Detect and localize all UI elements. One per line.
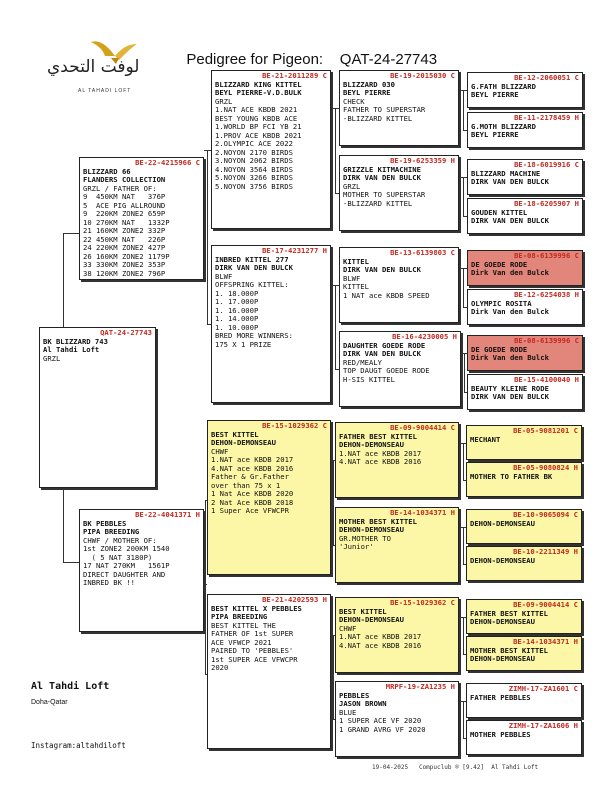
loft-logo bbox=[45, 38, 140, 78]
pigeon-notes bbox=[339, 633, 455, 650]
pigeon-card-sire-dam bbox=[211, 245, 331, 403]
pigeon-card-sss bbox=[339, 70, 459, 146]
owner-name: PIPA BREEDING bbox=[83, 527, 140, 536]
note-line: TOP DAUGT GOEDE RODE bbox=[343, 366, 430, 375]
note-line: 22 450KM NAT 226P bbox=[83, 234, 166, 244]
pigeon-card-g11 bbox=[466, 509, 582, 544]
note-line: 4.NAT ace KBDB 2016 bbox=[211, 463, 294, 473]
pigeon-card-dsd bbox=[335, 507, 459, 583]
ring-number: BE-22-4041371 H bbox=[135, 510, 200, 519]
note-line: 1. 16.000P bbox=[215, 305, 259, 315]
pigeon-notes bbox=[339, 535, 455, 552]
ring-number: ZIMH-17-ZA1606 H bbox=[508, 721, 578, 730]
pigeon-card-dds bbox=[335, 597, 459, 673]
connector-line bbox=[207, 150, 208, 324]
note-line: 2 Nat Ace KBDB 2018 bbox=[211, 497, 294, 507]
note-line: FATHER OF 1st SUPER bbox=[211, 629, 294, 638]
note-line: 1st SUPER ACE VFWCPR bbox=[211, 654, 298, 664]
note-line: 21 160KM ZONE2 332P bbox=[83, 226, 166, 235]
pigeon-name: BK BLIZZARD 743 bbox=[43, 336, 108, 346]
pigeon-name: FATHER BEST KITTEL bbox=[470, 608, 548, 618]
note-line: BEST KITTEL THE bbox=[211, 620, 276, 630]
pigeon-card-g7 bbox=[467, 335, 583, 371]
connector-line bbox=[205, 500, 206, 674]
note-line: 1 SUPER ACE VF 2020 bbox=[339, 716, 422, 725]
ring-number: BE-21-4202593 H bbox=[262, 595, 327, 604]
note-line: PAIRED TO 'PEBBLES' bbox=[211, 646, 294, 655]
pigeon-notes bbox=[343, 106, 455, 123]
ring-number: BE-22-4215966 C bbox=[135, 158, 200, 167]
pigeon-name: BLIZZARD KING KITTEL bbox=[215, 79, 302, 89]
connector-line bbox=[333, 635, 334, 719]
note-line: 2020 bbox=[211, 663, 229, 672]
page-title-label: Pedigree for Pigeon: bbox=[186, 51, 324, 68]
ring-number: BE-12-2060051 C bbox=[514, 73, 579, 82]
note-line: ( 5 NAT 3180P) bbox=[83, 552, 153, 562]
pigeon-notes bbox=[343, 367, 457, 384]
pigeon-card-g6 bbox=[467, 289, 583, 325]
note-line: 1. 10.000P bbox=[215, 322, 259, 332]
pigeon-card-g15 bbox=[466, 683, 582, 718]
note-line: 1.NAT ace KBDB 2017 bbox=[339, 448, 422, 458]
page-title bbox=[178, 34, 437, 68]
note-line: -BLIZZARD KITTEL bbox=[343, 113, 413, 123]
ring-number: BE-11-2178459 H bbox=[514, 113, 579, 122]
pigeon-notes bbox=[343, 191, 455, 208]
owner-name: DEHON-DEMONSEAU bbox=[339, 615, 404, 624]
pigeon-name: BLIZZARD 030 bbox=[343, 79, 395, 89]
owner-name: FLANDERS COLLECTION bbox=[83, 175, 166, 184]
note-line: DIRECT DAUGHTER AND bbox=[83, 569, 166, 579]
footer-location: Doha-Qatar bbox=[31, 699, 68, 706]
owner-name: DIRK VAN DEN BULCK bbox=[343, 173, 421, 182]
note-line: 2.OLYMPIC ACE 2022 bbox=[215, 139, 293, 148]
pigeon-name: INBRED KITTEL 277 bbox=[215, 254, 289, 264]
note-line: 1.PROV ACE KBDB 2021 bbox=[215, 130, 302, 140]
pigeon-card-g1 bbox=[467, 72, 583, 108]
pigeon-card-g12 bbox=[466, 546, 582, 581]
owner-name: BEYL PIERRE-V.D.BULK bbox=[215, 88, 302, 97]
pigeon-name: DAUGHTER GOEDE RODE bbox=[343, 340, 426, 350]
pigeon-notes bbox=[211, 622, 327, 673]
pigeon-name: BLIZZARD MACHINE bbox=[471, 168, 541, 178]
logo-arabic-text: لوفت التحدي bbox=[47, 57, 140, 77]
note-line: 1 Super Ace VFWCPR bbox=[211, 506, 289, 515]
note-line: 1 NAT ace KBDB SPEED bbox=[343, 290, 430, 300]
pigeon-card-g4 bbox=[467, 198, 583, 234]
pigeon-name: KITTEL bbox=[343, 256, 369, 266]
ring-number: QAT-24-27743 bbox=[100, 328, 152, 337]
note-line: 5.NOYON 3266 BIRDS bbox=[215, 173, 293, 182]
pigeon-notes bbox=[343, 283, 455, 300]
note-line: FATHER TO SUPERSTAR bbox=[343, 105, 426, 114]
note-line: INBRED BK !! bbox=[83, 578, 135, 587]
owner-name: BEYL PIERRE bbox=[471, 90, 519, 99]
pigeon-name: MOTHER BEST KITTEL bbox=[470, 645, 548, 655]
pigeon-notes bbox=[211, 456, 327, 516]
note-line: 1.NAT ACE KBDB 2021 bbox=[215, 105, 298, 114]
pigeon-card-ddd bbox=[335, 681, 459, 757]
note-line: -BLIZZARD KITTEL bbox=[343, 198, 413, 208]
pigeon-name: BEAUTY KLEINE RODE bbox=[471, 383, 549, 393]
connector-line bbox=[335, 108, 336, 193]
note-line: BRED MORE WINNERS: bbox=[215, 331, 293, 340]
note-line: 4.NOYON 3564 BIRDS bbox=[215, 164, 293, 174]
ring-number: BE-14-1034371 H bbox=[390, 508, 455, 517]
pigeon-card-g5 bbox=[467, 250, 583, 286]
note-line: 1. 14.000P bbox=[215, 314, 259, 323]
pigeon-name: FATHER BEST KITTEL bbox=[339, 431, 417, 441]
ring-number: BE-17-4231277 H bbox=[262, 246, 327, 255]
owner-name: DEHON-DEMONSEAU bbox=[470, 555, 535, 565]
pigeon-name: BLIZZARD 66 bbox=[83, 166, 131, 176]
note-line: ACE VFWCP 2021 bbox=[211, 637, 272, 647]
owner-name: Dirk Van den Bulck bbox=[471, 307, 549, 316]
connector-line bbox=[463, 617, 464, 654]
ring-number: BE-19-6253359 H bbox=[390, 156, 455, 165]
pigeon-notes bbox=[339, 717, 455, 734]
connector-line bbox=[463, 527, 464, 564]
note-line: 1 Nat Ace KBDB 2020 bbox=[211, 489, 294, 498]
note-line: 10 270KM NAT 1332P bbox=[83, 217, 170, 227]
note-line: H-SIS KITTEL bbox=[343, 374, 395, 384]
pigeon-card-g2 bbox=[467, 112, 583, 148]
pigeon-name: MOTHER BEST KITTEL bbox=[339, 516, 417, 526]
ring-number: BE-08-6139996 C bbox=[514, 251, 579, 260]
pigeon-card-g14 bbox=[466, 636, 582, 671]
pigeon-card-g9 bbox=[466, 425, 582, 460]
owner-name: JASON BROWN bbox=[339, 699, 387, 708]
ring-number: BE-21-2011289 C bbox=[262, 71, 327, 80]
pigeon-name: G.MOTH BLIZZARD bbox=[471, 121, 536, 131]
pigeon-color: CHWF bbox=[211, 446, 229, 456]
owner-name: DEHON-DEMONSEAU bbox=[339, 440, 404, 449]
owner-name: Al Tahdi Loft bbox=[43, 345, 100, 354]
pigeon-name: BK PEBBLES bbox=[83, 518, 127, 528]
pigeon-card-dss bbox=[335, 422, 459, 498]
connector-line bbox=[333, 460, 334, 545]
note-line: Father & Gr.Father bbox=[211, 472, 289, 481]
pigeon-color: GRZL bbox=[215, 96, 233, 106]
connector-line bbox=[464, 353, 465, 392]
connector-line bbox=[463, 443, 464, 480]
pigeon-card-dam-dam bbox=[207, 594, 331, 749]
owner-name: DEHON-DEMONSEAU bbox=[470, 617, 535, 626]
pigeon-name: MOTHER TO FATHER BK bbox=[470, 471, 553, 481]
pigeon-notes bbox=[339, 450, 455, 467]
pigeon-name: BEST KITTEL bbox=[211, 429, 259, 439]
ring-number: ZIMH-17-ZA1601 C bbox=[508, 684, 578, 693]
ring-number: BE-09-9004414 C bbox=[513, 600, 578, 609]
owner-name: DEHON-DEMONSEAU bbox=[470, 518, 535, 528]
note-line: 1st ZONE2 200KM 1540 bbox=[83, 544, 170, 553]
pigeon-notes bbox=[215, 106, 327, 191]
pigeon-card-sds bbox=[339, 247, 459, 323]
note-line: 1.NAT ace KBDB 2017 bbox=[211, 455, 294, 464]
footer-instagram: Instagram:altahdiloft bbox=[31, 741, 126, 750]
note-line: 175 X 1 PRIZE bbox=[215, 339, 272, 349]
eagle-logo-icon bbox=[45, 38, 140, 78]
note-line: 33 330KM ZONE2 353P bbox=[83, 260, 166, 269]
pigeon-card-g13 bbox=[466, 599, 582, 634]
connector-line bbox=[463, 701, 464, 738]
logo-latin-text: AL TAHADI LOFT bbox=[78, 88, 132, 94]
owner-name: BEYL PIERRE bbox=[471, 130, 519, 139]
ring-number: BE-15-1029362 C bbox=[262, 421, 327, 430]
owner-name: DIRK VAN DEN BULCK bbox=[471, 177, 549, 186]
pigeon-name: PEBBLES bbox=[339, 690, 370, 700]
ring-number: BE-08-6139996 C bbox=[514, 336, 579, 345]
ring-number: BE-05-9080824 H bbox=[513, 463, 578, 472]
pigeon-notes bbox=[215, 281, 327, 349]
pigeon-color: BLWF bbox=[215, 271, 233, 281]
footer-generated: 19-04-2025 Compuclub ® [9.42] Al Tahdi Loft bbox=[372, 764, 539, 771]
note-line: 17 NAT 270KM 1561P bbox=[83, 561, 170, 570]
pigeon-color: CHWF / MOTHER OF: bbox=[83, 535, 157, 545]
note-line: 9 450KM NAT 376P bbox=[83, 192, 166, 201]
pigeon-name: BEST KITTEL X PEBBLES bbox=[211, 603, 302, 613]
pigeon-card-subject bbox=[39, 327, 156, 488]
pigeon-color: CHWF bbox=[339, 623, 357, 633]
note-line: 2.NOYON 2170 BIRDS bbox=[215, 147, 293, 157]
page-title-ring: QAT-24-27743 bbox=[339, 51, 438, 68]
pigeon-name: MECHANT bbox=[470, 434, 501, 444]
ring-number: BE-18-6205907 H bbox=[514, 199, 579, 208]
pigeon-card-sdd bbox=[339, 331, 461, 407]
pigeon-notes bbox=[83, 193, 200, 278]
note-line: 4.NAT ace KBDB 2016 bbox=[339, 640, 422, 650]
connector-line bbox=[463, 177, 464, 216]
owner-name: DEHON-DEMONSEAU bbox=[470, 654, 535, 663]
note-line: MOTHER TO SUPERSTAR bbox=[343, 190, 426, 199]
connector-line bbox=[63, 233, 79, 234]
owner-name: Dirk Van den Bulck bbox=[471, 268, 549, 277]
pigeon-color: BLWF bbox=[343, 273, 361, 283]
ring-number: BE-15-1029362 C bbox=[390, 598, 455, 607]
connector-line bbox=[63, 233, 64, 327]
connector-line bbox=[63, 562, 79, 563]
note-line: KITTEL bbox=[343, 282, 369, 291]
ring-number: BE-13-6139803 C bbox=[390, 248, 455, 257]
note-line: 1. 18.000P bbox=[215, 288, 259, 298]
pigeon-color: BLUE bbox=[339, 707, 357, 717]
pigeon-name: GOUDEN KITTEL bbox=[471, 207, 528, 217]
note-line: 38 120KM ZONE2 796P bbox=[83, 268, 166, 278]
ring-number: BE-16-4230005 H bbox=[392, 332, 457, 341]
owner-name: Dirk Van den Bulck bbox=[471, 353, 549, 362]
pigeon-card-sire bbox=[79, 157, 204, 280]
owner-name: DIRK VAN DEN BULCK bbox=[215, 263, 293, 272]
note-line: 24 220KM ZONE2 427P bbox=[83, 243, 166, 252]
pigeon-card-sire-sire bbox=[211, 70, 331, 229]
note-line: GR.MOTHER TO bbox=[339, 533, 391, 543]
note-line: OFFSPRING KITTEL: bbox=[215, 280, 289, 289]
note-line: 26 160KM ZONE2 1179P bbox=[83, 251, 170, 261]
pigeon-card-ssd bbox=[339, 155, 459, 231]
owner-name: BEYL PIERRE bbox=[343, 88, 391, 97]
owner-name: DEHON-DEMONSEAU bbox=[211, 438, 276, 447]
ring-number: BE-19-2015030 C bbox=[390, 71, 455, 80]
pigeon-name: G.FATH BLIZZARD bbox=[471, 81, 536, 91]
pigeon-name: MOTHER PEBBLES bbox=[470, 729, 531, 739]
pigeon-name: DE GOEDE RODE bbox=[471, 259, 528, 269]
pigeon-card-g10 bbox=[466, 462, 582, 497]
owner-name: PIPA BREEDING bbox=[211, 612, 268, 621]
pigeon-name: DE GOEDE RODE bbox=[471, 344, 528, 354]
connector-line bbox=[463, 90, 464, 130]
note-line: 'Junior' bbox=[339, 542, 374, 551]
note-line: BEST YOUNG KBDB ACE bbox=[215, 113, 298, 123]
note-line: 1. 17.000P bbox=[215, 297, 259, 306]
pigeon-card-dam-sire bbox=[207, 420, 331, 575]
ring-number: BE-12-6254038 H bbox=[514, 290, 579, 299]
pigeon-notes bbox=[83, 545, 200, 588]
note-line: 4.NAT ace KBDB 2016 bbox=[339, 457, 422, 466]
ring-number: BE-14-1034371 H bbox=[513, 637, 578, 646]
pigeon-name: FATHER PEBBLES bbox=[470, 692, 531, 702]
note-line: 1.NAT ace KBDB 2017 bbox=[339, 632, 422, 641]
note-line: 5.NOYON 3756 BIRDS bbox=[215, 181, 293, 191]
owner-name: DIRK VAN DEN BULCK bbox=[343, 265, 421, 274]
note-line: over than 75 x 1 bbox=[211, 480, 281, 490]
pigeon-color: GRZL bbox=[43, 353, 61, 363]
ring-number: BE-05-9081201 C bbox=[513, 426, 578, 435]
pigeon-name: OLYMPIC ROSITA bbox=[471, 298, 532, 308]
ring-number: BE-18-6019916 C bbox=[514, 160, 579, 169]
pigeon-card-g3 bbox=[467, 159, 583, 195]
ring-number: BE-09-9004414 C bbox=[390, 423, 455, 432]
connector-line bbox=[463, 268, 464, 307]
pigeon-card-g16 bbox=[466, 720, 582, 755]
note-line: 1.WORLD BP FCI YB 21 bbox=[215, 122, 302, 131]
connector-line bbox=[335, 285, 336, 369]
ring-number: MRPF-19-ZA1235 H bbox=[385, 682, 455, 691]
owner-name: DIRK VAN DEN BULCK bbox=[471, 216, 549, 225]
pigeon-color: CHECK bbox=[343, 96, 365, 106]
note-line: 3.NOYON 2062 BIRDS bbox=[215, 156, 293, 165]
owner-name: DIRK VAN DEN BULCK bbox=[343, 349, 421, 358]
ring-number: BE-10-2211349 H bbox=[513, 547, 578, 556]
note-line: 1 GRAND AVRG VF 2020 bbox=[339, 724, 426, 734]
owner-name: DIRK VAN DEN BULCK bbox=[471, 392, 549, 401]
note-line: 9 220KM ZONE2 659P bbox=[83, 209, 166, 218]
note-line: 5 ACE PIG ALLROUND bbox=[83, 200, 166, 210]
pigeon-name: BEST KITTEL bbox=[339, 606, 387, 616]
footer-loft-name: Al Tahdi Loft bbox=[31, 681, 110, 692]
pigeon-card-dam bbox=[79, 509, 204, 632]
pigeon-color: GRZL / FATHER OF: bbox=[83, 183, 157, 193]
owner-name: DEHON-DEMONSEAU bbox=[339, 525, 404, 534]
pigeon-card-g8 bbox=[467, 374, 583, 410]
pigeon-color: GRZL bbox=[343, 181, 361, 191]
pigeon-color: RED/MEALY bbox=[343, 357, 382, 367]
ring-number: BE-10-9065094 C bbox=[513, 510, 578, 519]
pigeon-name: GRIZZLE KITMACHINE bbox=[343, 164, 421, 174]
ring-number: BE-15-4100040 H bbox=[514, 375, 579, 384]
